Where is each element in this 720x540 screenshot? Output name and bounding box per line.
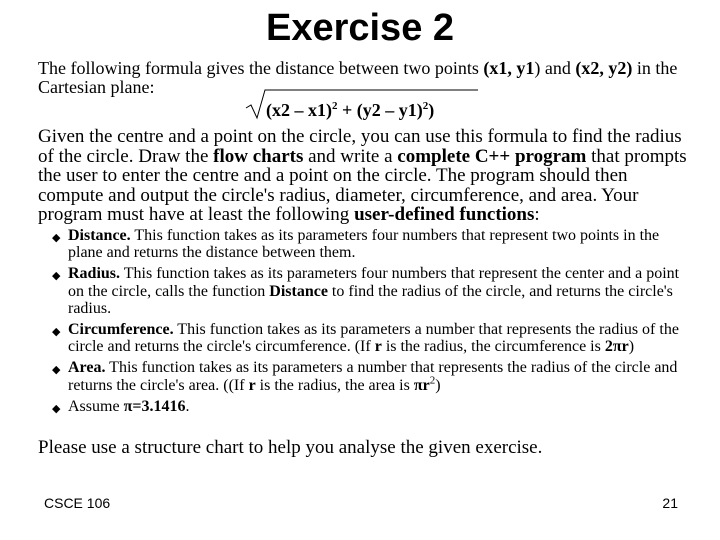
assume-label: Assume	[68, 397, 124, 415]
intro-text: The following formula gives the distance between two points	[38, 58, 484, 78]
function-description: )	[435, 376, 441, 394]
variable-r: r	[374, 338, 382, 356]
list-item-radius	[52, 265, 692, 317]
diamond-bullet-icon: ◆	[52, 402, 61, 415]
function-name: Distance.	[68, 227, 131, 244]
task-text: that prompts the user to enter the centre and a point on the circle. The program should then compute and output the circle's radius, diameter, circumference, and area. Your program must have at least the following	[38, 145, 687, 225]
footer-page-number: 21	[662, 495, 678, 511]
function-description: )	[628, 338, 635, 356]
slide-title: Exercise 2	[265, 7, 455, 49]
formula-part: (x2 – x1)	[266, 100, 332, 120]
intro-text: in the Cartesian plane:	[38, 58, 678, 97]
pi-value: π=3.1416	[123, 397, 186, 415]
variable-r: r	[248, 376, 256, 394]
list-item-assume	[52, 398, 692, 415]
task-emphasis: complete C++ program	[397, 145, 587, 167]
task-paragraph	[38, 127, 688, 225]
list-item-circumference	[52, 321, 692, 355]
footer-course: CSCE 106	[44, 495, 111, 511]
task-emphasis: flow charts	[213, 145, 304, 167]
function-description: This function takes as its parameters four numbers that represent two points in the plane and returns the distance between them.	[68, 227, 660, 262]
function-list	[52, 227, 692, 419]
diamond-bullet-icon: ◆	[52, 326, 61, 339]
intro-text: ) and	[534, 58, 576, 78]
function-name: Circumference.	[68, 321, 174, 339]
area-formula: πr	[413, 376, 430, 394]
task-text: :	[534, 204, 540, 225]
task-text: and write a	[303, 145, 398, 167]
diamond-bullet-icon: ◆	[52, 364, 61, 377]
function-description: This function takes as its parameters a number that represents the radius of the circle and returns the circle's circumference. (If	[68, 321, 679, 356]
formula-exponent: 2	[422, 100, 429, 112]
list-item-distance	[52, 227, 692, 261]
formula-part: )	[428, 100, 435, 120]
formula-exponent: 2	[332, 100, 338, 112]
list-item-area	[52, 359, 692, 393]
function-description: This function takes as its parameters a number that represents the radius of the circle and returns the circle's area. ((If	[68, 359, 678, 394]
task-text: Given the centre and a point on the circle, you can use this formula to find the radius of the circle. Draw the	[38, 126, 682, 167]
function-description: is the radius, the area is	[255, 376, 414, 394]
formula-text	[266, 100, 434, 121]
formula-part: + (y2 – y1)	[337, 100, 423, 120]
assume-end: .	[185, 397, 190, 415]
task-emphasis: user-defined functions	[354, 204, 535, 225]
area-exponent: 2	[429, 374, 436, 387]
closing-paragraph: Please use a structure chart to help you analyse the given exercise.	[38, 437, 543, 458]
distance-formula	[240, 86, 500, 122]
function-description: to find the radius of the circle, and returns the circle's radius.	[68, 282, 673, 317]
diamond-bullet-icon: ◆	[52, 270, 61, 283]
point-two: (x2, y2)	[575, 58, 633, 78]
function-name: Radius.	[68, 265, 121, 283]
point-one: (x1, y1	[483, 58, 535, 78]
function-description: This function takes as its parameters four numbers that represent the center and a point on the circle, calls the function	[68, 265, 680, 300]
diamond-bullet-icon: ◆	[52, 232, 61, 244]
circumference-formula: 2πr	[604, 338, 629, 356]
function-description: is the radius, the circumference is	[381, 338, 605, 356]
function-name: Area.	[68, 359, 106, 377]
function-reference: Distance	[269, 282, 328, 300]
